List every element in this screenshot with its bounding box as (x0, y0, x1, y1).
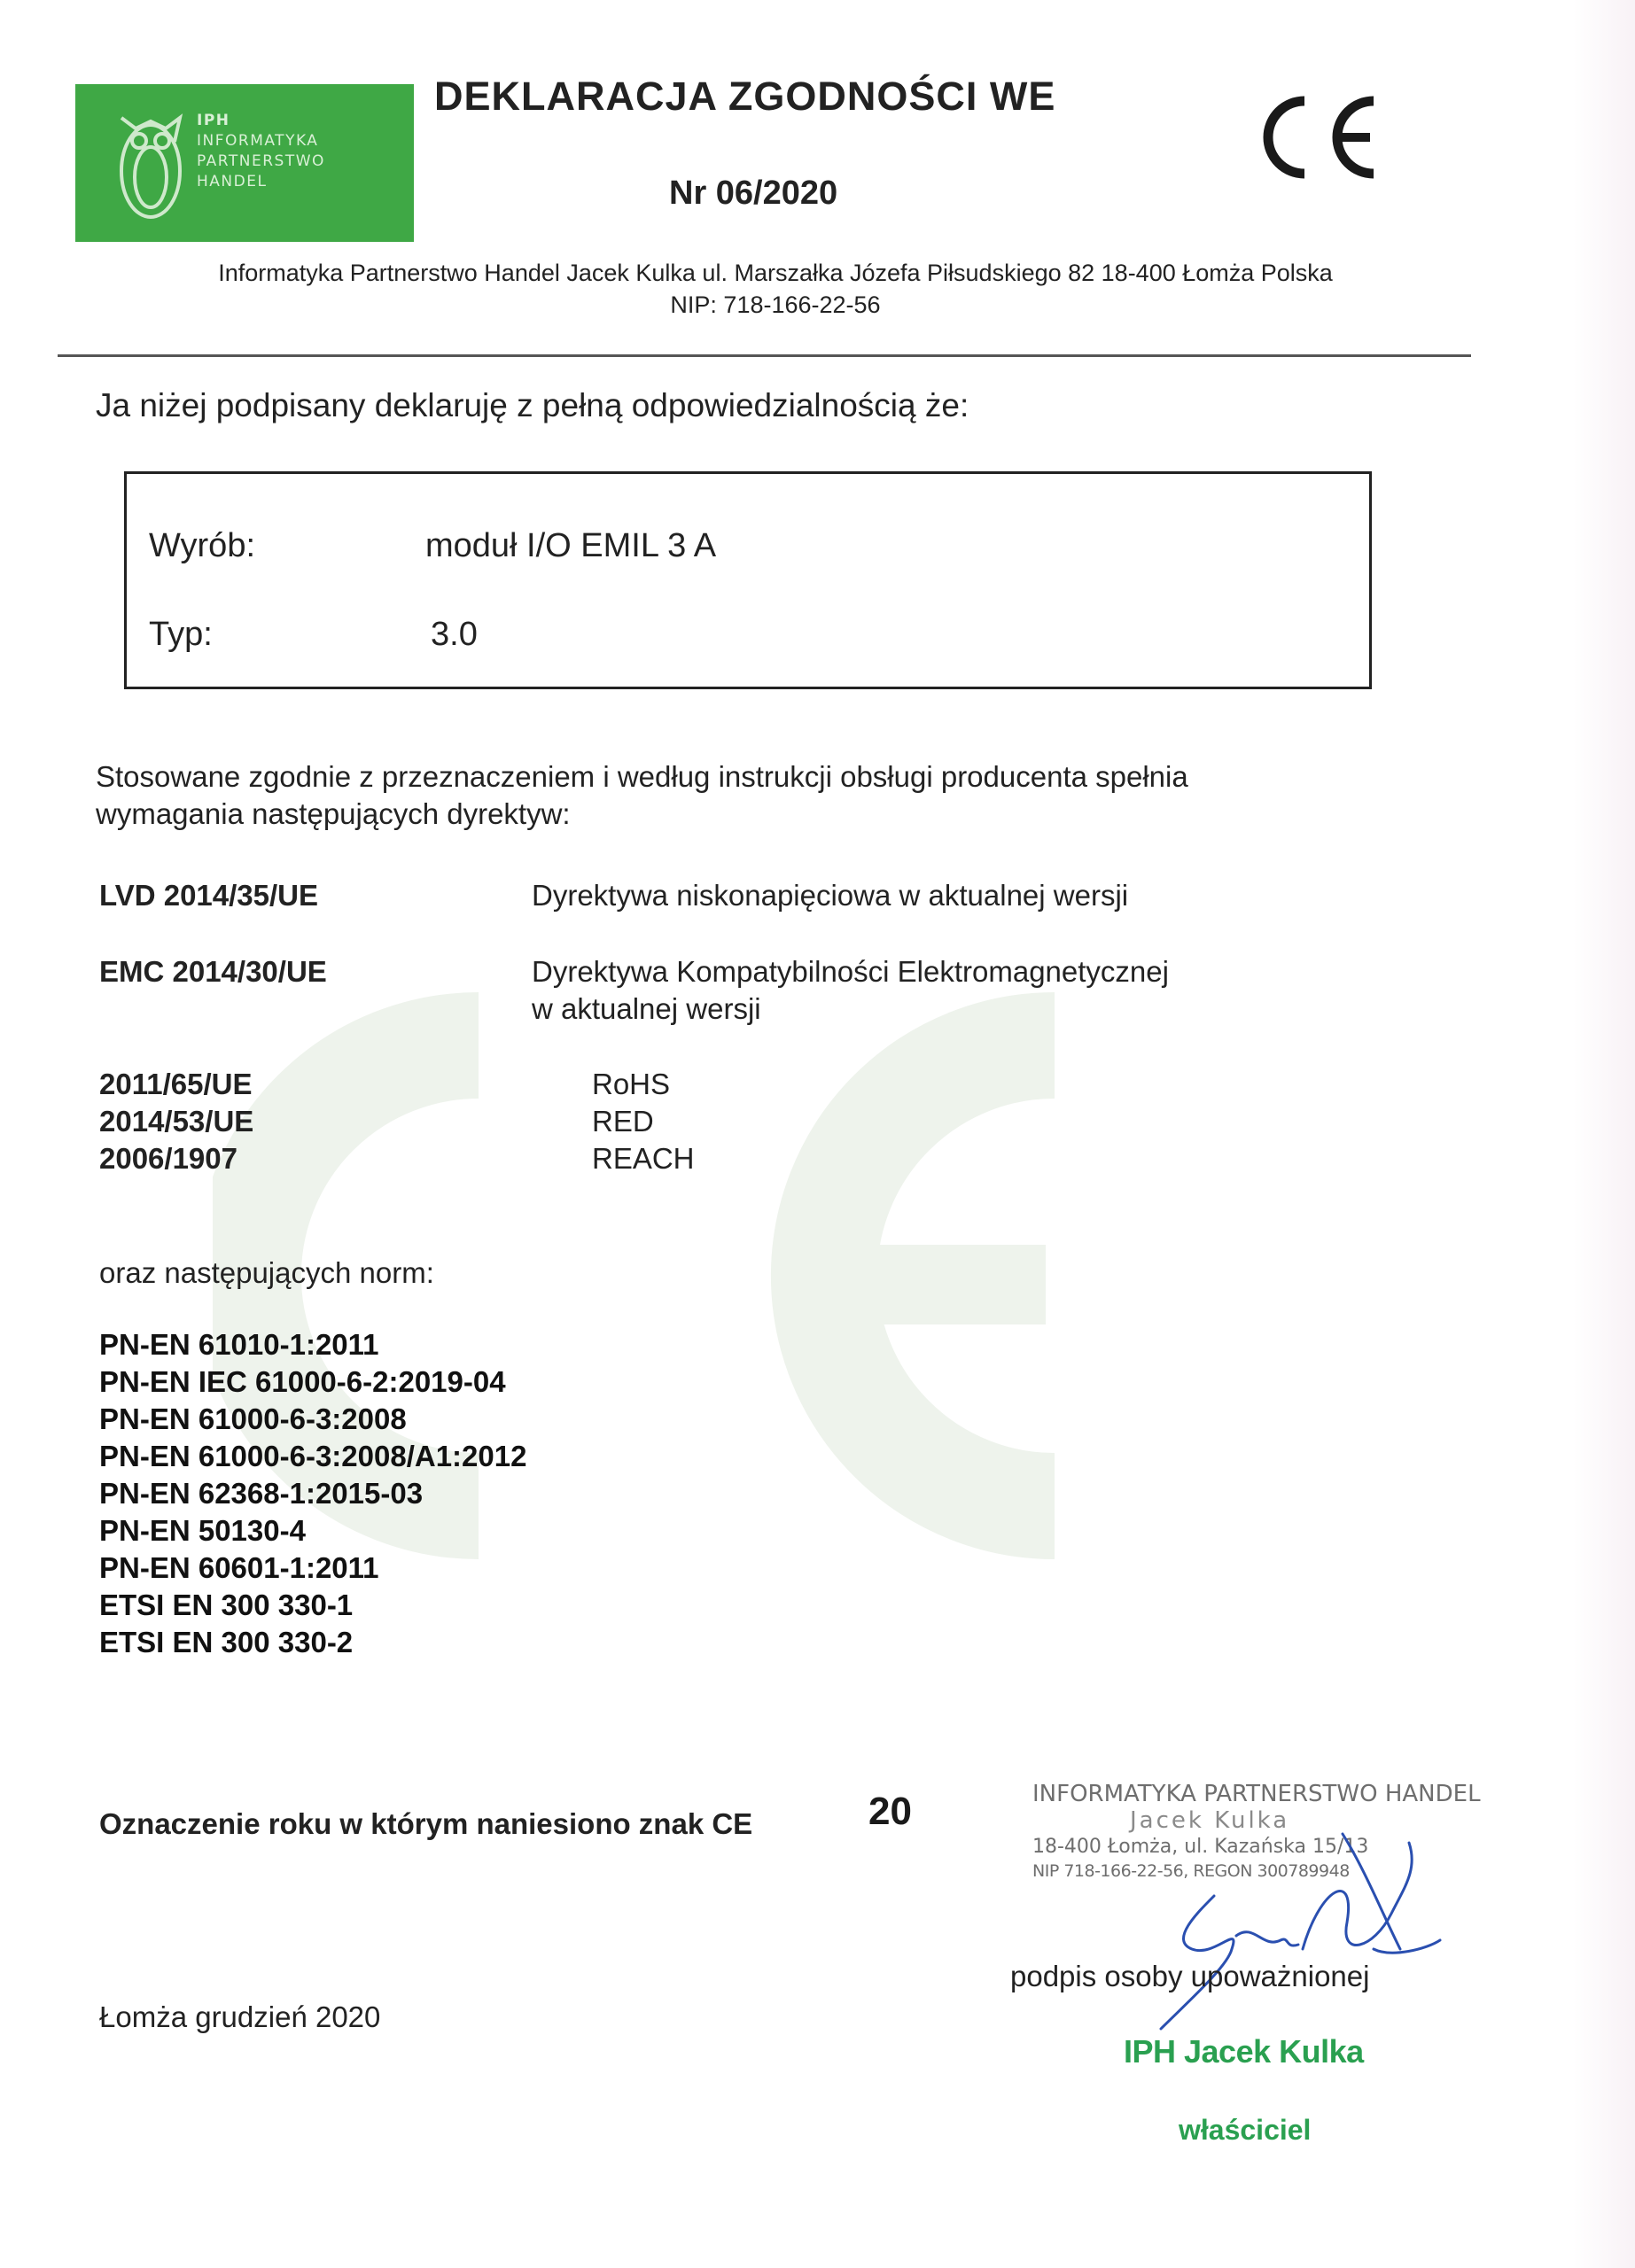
product-label: Wyrób: (149, 527, 256, 564)
norm-item: PN-EN 60601-1:2011 (99, 1551, 379, 1584)
regulation-name: RED (592, 1105, 654, 1138)
type-label: Typ: (149, 616, 213, 653)
owner-role-stamp: właściciel (1179, 2114, 1312, 2146)
logo-line-informatyka: INFORMATYKA (197, 132, 319, 150)
logo-line-partnerstwo: PARTNERSTWO (197, 152, 325, 170)
norm-item: PN-EN 61010-1:2011 (99, 1328, 379, 1361)
declaration-intro: Ja niżej podpisany deklaruję z pełną odpowiedzialnością że: (96, 387, 969, 423)
ce-year-label: Oznaczenie roku w którym naniesiono znak CE (99, 1807, 753, 1840)
document-number: Nr 06/2020 (669, 175, 838, 212)
signature-caption: podpis osoby upoważnionej (1010, 1960, 1370, 1992)
owner-name-stamp: IPH Jacek Kulka (1124, 2033, 1364, 2070)
usage-text-line2: wymagania następujących dyrektyw: (96, 797, 571, 830)
logo-line-iph: IPH (197, 112, 230, 129)
norm-item: PN-EN 61000-6-3:2008 (99, 1402, 407, 1435)
norm-item: ETSI EN 300 330-2 (99, 1626, 354, 1658)
norm-item: PN-EN 62368-1:2015-03 (99, 1477, 424, 1510)
directive-code: EMC 2014/30/UE (99, 955, 327, 988)
norm-item: PN-EN 50130-4 (99, 1514, 306, 1547)
directive-desc-cont: w aktualnej wersji (532, 992, 761, 1025)
company-logo (75, 84, 414, 242)
header-divider (58, 354, 1471, 357)
owl-icon (111, 102, 191, 226)
logo-text (197, 111, 325, 192)
norm-item: ETSI EN 300 330-1 (99, 1588, 354, 1621)
directive-desc: Dyrektywa niskonapięciowa w aktualnej wersji (532, 879, 1129, 912)
stamp-line3: 18-400 Łomża, ul. Kazańska 15/13 (1032, 1836, 1369, 1858)
paper-edge-tint (1573, 0, 1635, 2268)
directive-code: LVD 2014/35/UE (99, 879, 319, 912)
norm-item: PN-EN 61000-6-3:2008/A1:2012 (99, 1440, 527, 1472)
regulation-code: 2011/65/UE (99, 1068, 253, 1100)
handwritten-signature (1108, 1816, 1444, 2047)
directive-desc: Dyrektywa Kompatybilności Elektromagnetycznej (532, 955, 1169, 988)
company-nip: NIP: 718-166-22-56 (670, 291, 881, 318)
regulation-code: 2014/53/UE (99, 1105, 254, 1138)
stamp-line2: Jacek Kulka (1130, 1807, 1290, 1834)
logo-line-handel: HANDEL (197, 173, 268, 190)
product-value: moduł I/O EMIL 3 A (425, 527, 717, 564)
document-title: DEKLARACJA ZGODNOŚCI WE (434, 74, 1056, 119)
usage-text-line1: Stosowane zgodnie z przeznaczeniem i według instrukcji obsługi producenta spełnia (96, 760, 1188, 793)
stamp-line1: INFORMATYKA PARTNERSTWO HANDEL (1032, 1781, 1481, 1807)
company-line: Informatyka Partnerstwo Handel Jacek Kulka ul. Marszałka Józefa Piłsudskiego 82 18-400 Łomża Polska (218, 260, 1333, 286)
ce-year-value: 20 (868, 1790, 912, 1833)
stamp-line4: NIP 718-166-22-56, REGON 300789948 (1032, 1861, 1350, 1881)
norms-list (99, 1326, 526, 1661)
regulation-name: REACH (592, 1142, 695, 1175)
company-address (124, 257, 1427, 321)
place-date: Łomża grudzień 2020 (99, 2000, 381, 2033)
norms-intro: oraz następujących norm: (99, 1256, 434, 1289)
regulation-name: RoHS (592, 1068, 671, 1100)
type-value: 3.0 (431, 616, 478, 653)
norm-item: PN-EN IEC 61000-6-2:2019-04 (99, 1365, 506, 1398)
ce-mark-logo (1250, 89, 1391, 186)
product-box (124, 471, 1372, 689)
regulation-code: 2006/1907 (99, 1142, 237, 1175)
